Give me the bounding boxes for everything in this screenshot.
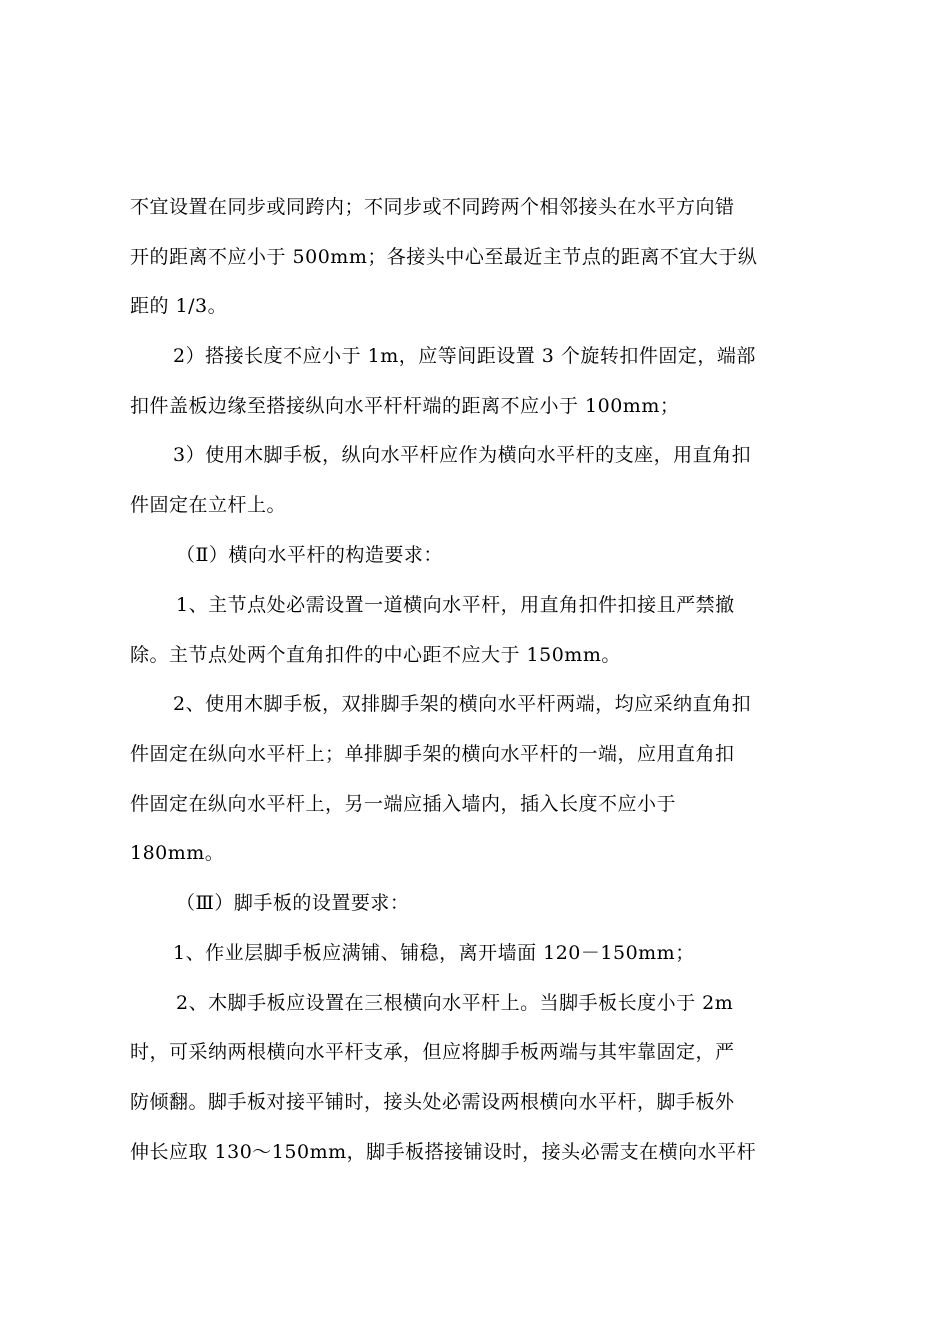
text-line: 2）搭接长度不应小于 1m，应等间距设置 3 个旋转扣件固定，端部 [173, 345, 756, 367]
section-heading: （Ⅱ）横向水平杆的构造要求： [176, 544, 443, 566]
text-line: 1、主节点处必需设置一道横向水平杆，用直角扣件扣接且严禁撤 [176, 594, 735, 616]
text-line: 开的距离不应小于 500mm；各接头中心至最近主节点的距离不宜大于纵 [130, 246, 758, 268]
text-line: 伸长应取 130～150mm，脚手板搭接铺设时，接头必需支在横向水平杆 [130, 1141, 757, 1163]
text-line: 3）使用木脚手板，纵向水平杆应作为横向水平杆的支座，用直角扣 [173, 444, 752, 466]
text-line: 180mm。 [130, 842, 225, 864]
text-line: 2、使用木脚手板，双排脚手架的横向水平杆两端，均应采纳直角扣 [173, 693, 752, 715]
text-line: 距的 1/3。 [130, 295, 228, 317]
text-line: 除。主节点处两个直角扣件的中心距不应大于 150mm。 [130, 644, 621, 666]
text-line: 防倾翻。脚手板对接平铺时，接头处必需设两根横向水平杆，脚手板外 [130, 1091, 735, 1113]
text-line: 件固定在纵向水平杆上，另一端应插入墙内，插入长度不应小于 [130, 793, 677, 815]
section-heading: （Ⅲ）脚手板的设置要求： [176, 892, 410, 914]
text-line: 扣件盖板边缘至搭接纵向水平杆杆端的距离不应小于 100mm； [130, 395, 680, 417]
text-line: 2、木脚手板应设置在三根横向水平杆上。当脚手板长度小于 2m [176, 992, 734, 1014]
text-line: 件固定在纵向水平杆上；单排脚手架的横向水平杆的一端，应用直角扣 [130, 743, 735, 765]
text-line: 时，可采纳两根横向水平杆支承，但应将脚手板两端与其牢靠固定，严 [130, 1041, 735, 1063]
text-line: 件固定在立杆上。 [130, 494, 287, 516]
text-line: 不宜设置在同步或同跨内；不同步或不同跨两个相邻接头在水平方向错 [130, 196, 735, 218]
text-line: 1、作业层脚手板应满铺、铺稳，离开墙面 120－150mm； [173, 942, 695, 964]
